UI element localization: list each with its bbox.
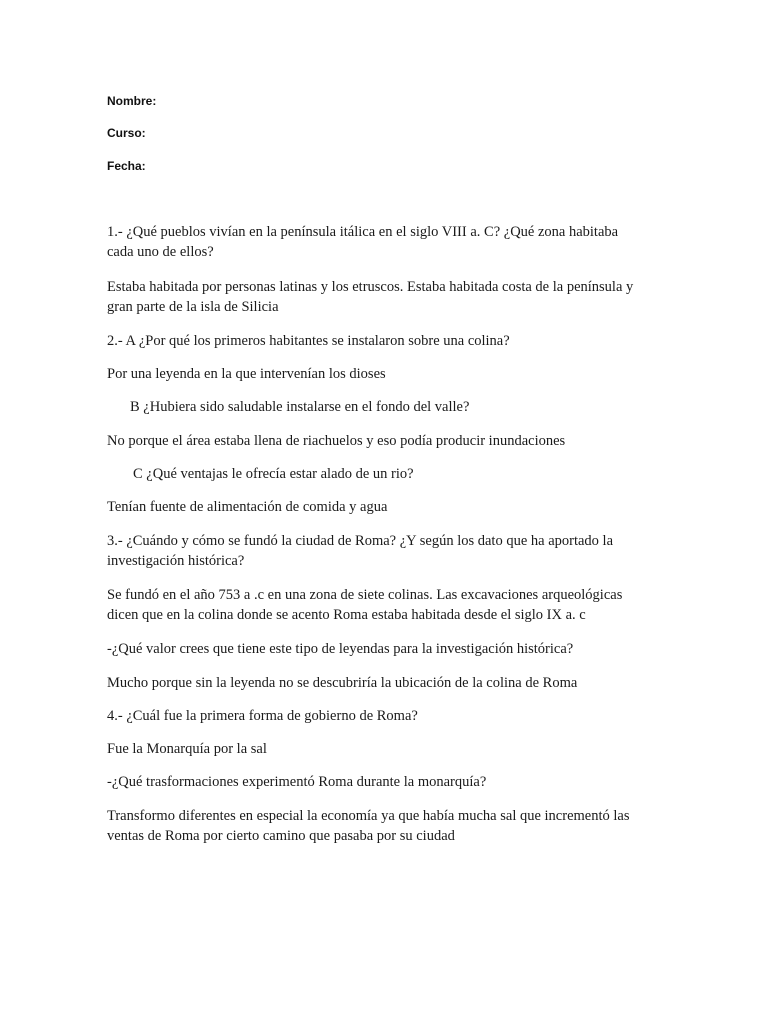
question-2a: 2.- A ¿Por qué los primeros habitantes se instalaron sobre una colina? <box>107 333 510 349</box>
curso-label: Curso: <box>107 126 146 140</box>
question-2c: C ¿Qué ventajas le ofrecía estar alado de un rio? <box>133 466 414 482</box>
answer-2c: Tenían fuente de alimentación de comida y agua <box>107 499 388 515</box>
question-4: 4.- ¿Cuál fue la primera forma de gobierno de Roma? <box>107 708 418 724</box>
question-2b: B ¿Hubiera sido saludable instalarse en el fondo del valle? <box>130 399 470 415</box>
question-3-line-2: investigación histórica? <box>107 553 245 569</box>
question-4b: -¿Qué trasformaciones experimentó Roma durante la monarquía? <box>107 774 487 790</box>
answer-3-line-1: Se fundó en el año 753 a .c en una zona de siete colinas. Las excavaciones arqueológicas <box>107 587 623 603</box>
fecha-label: Fecha: <box>107 159 146 173</box>
question-3-line-1: 3.- ¿Cuándo y cómo se fundó la ciudad de Roma? ¿Y según los dato que ha aportado la <box>107 533 614 549</box>
answer-4b-line-2: ventas de Roma por cierto camino que pasaba por su ciudad <box>107 828 455 844</box>
answer-1-line-1: Estaba habitada por personas latinas y los etruscos. Estaba habitada costa de la península y <box>107 279 634 295</box>
nombre-label: Nombre: <box>107 94 157 108</box>
answer-1-line-2: gran parte de la isla de Silicia <box>107 299 279 315</box>
answer-2b: No porque el área estaba llena de riachuelos y eso podía producir inundaciones <box>107 433 566 449</box>
question-1-line-2: cada uno de ellos? <box>107 244 214 260</box>
answer-2a: Por una leyenda en la que intervenían los dioses <box>107 366 386 382</box>
answer-3b: Mucho porque sin la leyenda no se descubriría la ubicación de la colina de Roma <box>107 675 578 691</box>
answer-4b-line-1: Transformo diferentes en especial la economía ya que había mucha sal que incrementó las <box>107 808 630 824</box>
question-3b: -¿Qué valor crees que tiene este tipo de leyendas para la investigación histórica? <box>107 641 574 657</box>
question-1-line-1: 1.- ¿Qué pueblos vivían en la península itálica en el siglo VIII a. C? ¿Qué zona habitaba <box>107 224 619 240</box>
answer-4: Fue la Monarquía por la sal <box>107 741 267 757</box>
answer-3-line-2: dicen que en la colina donde se acento Roma estaba habitada desde el siglo IX a. c <box>107 607 586 623</box>
